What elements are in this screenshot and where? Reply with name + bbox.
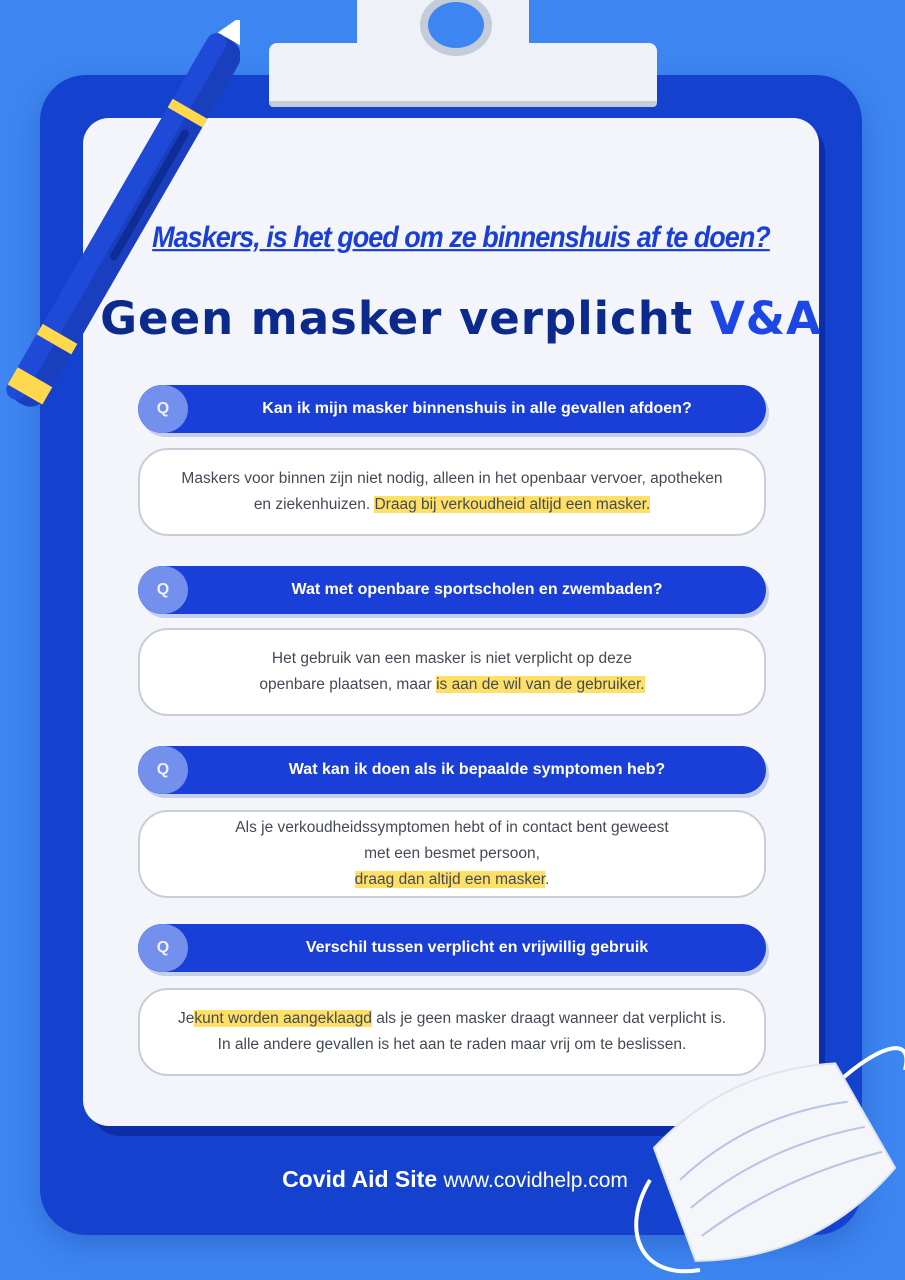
answer-line: Maskers voor binnen zijn niet nodig, alleen in het openbaar vervoer, apotheken: [181, 470, 723, 487]
question-bar-4: [138, 924, 766, 972]
answer-text: als je geen masker draagt wanneer dat verplicht is.: [376, 1010, 726, 1027]
footer-url[interactable]: www.covidhelp.com: [443, 1169, 628, 1192]
q-badge: Q: [138, 746, 188, 794]
q-badge: Q: [138, 924, 188, 972]
question-bar-1: [138, 385, 766, 433]
q-badge: Q: [138, 385, 188, 433]
answer-line: [140, 867, 764, 893]
question-text: Verschil tussen verplicht en vrijwillig gebruik: [305, 939, 649, 956]
q-badge: Q: [138, 566, 188, 614]
question-text: Wat kan ik doen als ik bepaalde symptomen heb?: [288, 761, 666, 778]
answer-text: .: [545, 871, 550, 888]
answer-line: Als je verkoudheidssymptomen hebt of in contact bent geweest: [235, 819, 669, 836]
footer: [220, 1166, 690, 1193]
answer-line: [140, 672, 764, 698]
answer-highlight: Draag bij verkoudheid altijd een masker.: [374, 496, 651, 513]
question-bar-2: [138, 566, 766, 614]
answer-line: Het gebruik van een masker is niet verplicht op deze: [271, 650, 633, 667]
answer-box-3: [138, 810, 766, 898]
question-text: Wat met openbare sportscholen en zwembaden?: [291, 581, 663, 598]
answer-box-1: [138, 448, 766, 536]
page-title: [83, 292, 839, 345]
answer-text: Je: [177, 1010, 195, 1027]
answer-line: [140, 1006, 764, 1032]
question-text: Kan ik mijn masker binnenshuis in alle gevallen afdoen?: [262, 400, 692, 417]
footer-brand: Covid Aid Site: [282, 1166, 438, 1192]
answer-highlight: is aan de wil van de gebruiker.: [436, 676, 645, 693]
answer-line: In alle andere gevallen is het aan te raden maar vrij om te beslissen.: [217, 1036, 687, 1053]
subtitle: Maskers, is het goed om ze binnenshuis af te doen?: [152, 220, 770, 254]
title-main: Geen masker verplicht: [100, 292, 694, 345]
answer-box-2: [138, 628, 766, 716]
answer-line: [140, 492, 764, 518]
answer-text: openbare plaatsen, maar: [259, 676, 432, 693]
answer-highlight: kunt worden aangeklaagd: [194, 1010, 372, 1027]
title-accent: V&A: [709, 292, 822, 345]
face-mask-icon: [630, 1030, 905, 1280]
answer-line: met een besmet persoon,: [364, 845, 540, 862]
answer-highlight: draag dan altijd een masker: [354, 871, 546, 888]
question-bar-3: [138, 746, 766, 794]
answer-text: en ziekenhuizen.: [253, 496, 371, 513]
